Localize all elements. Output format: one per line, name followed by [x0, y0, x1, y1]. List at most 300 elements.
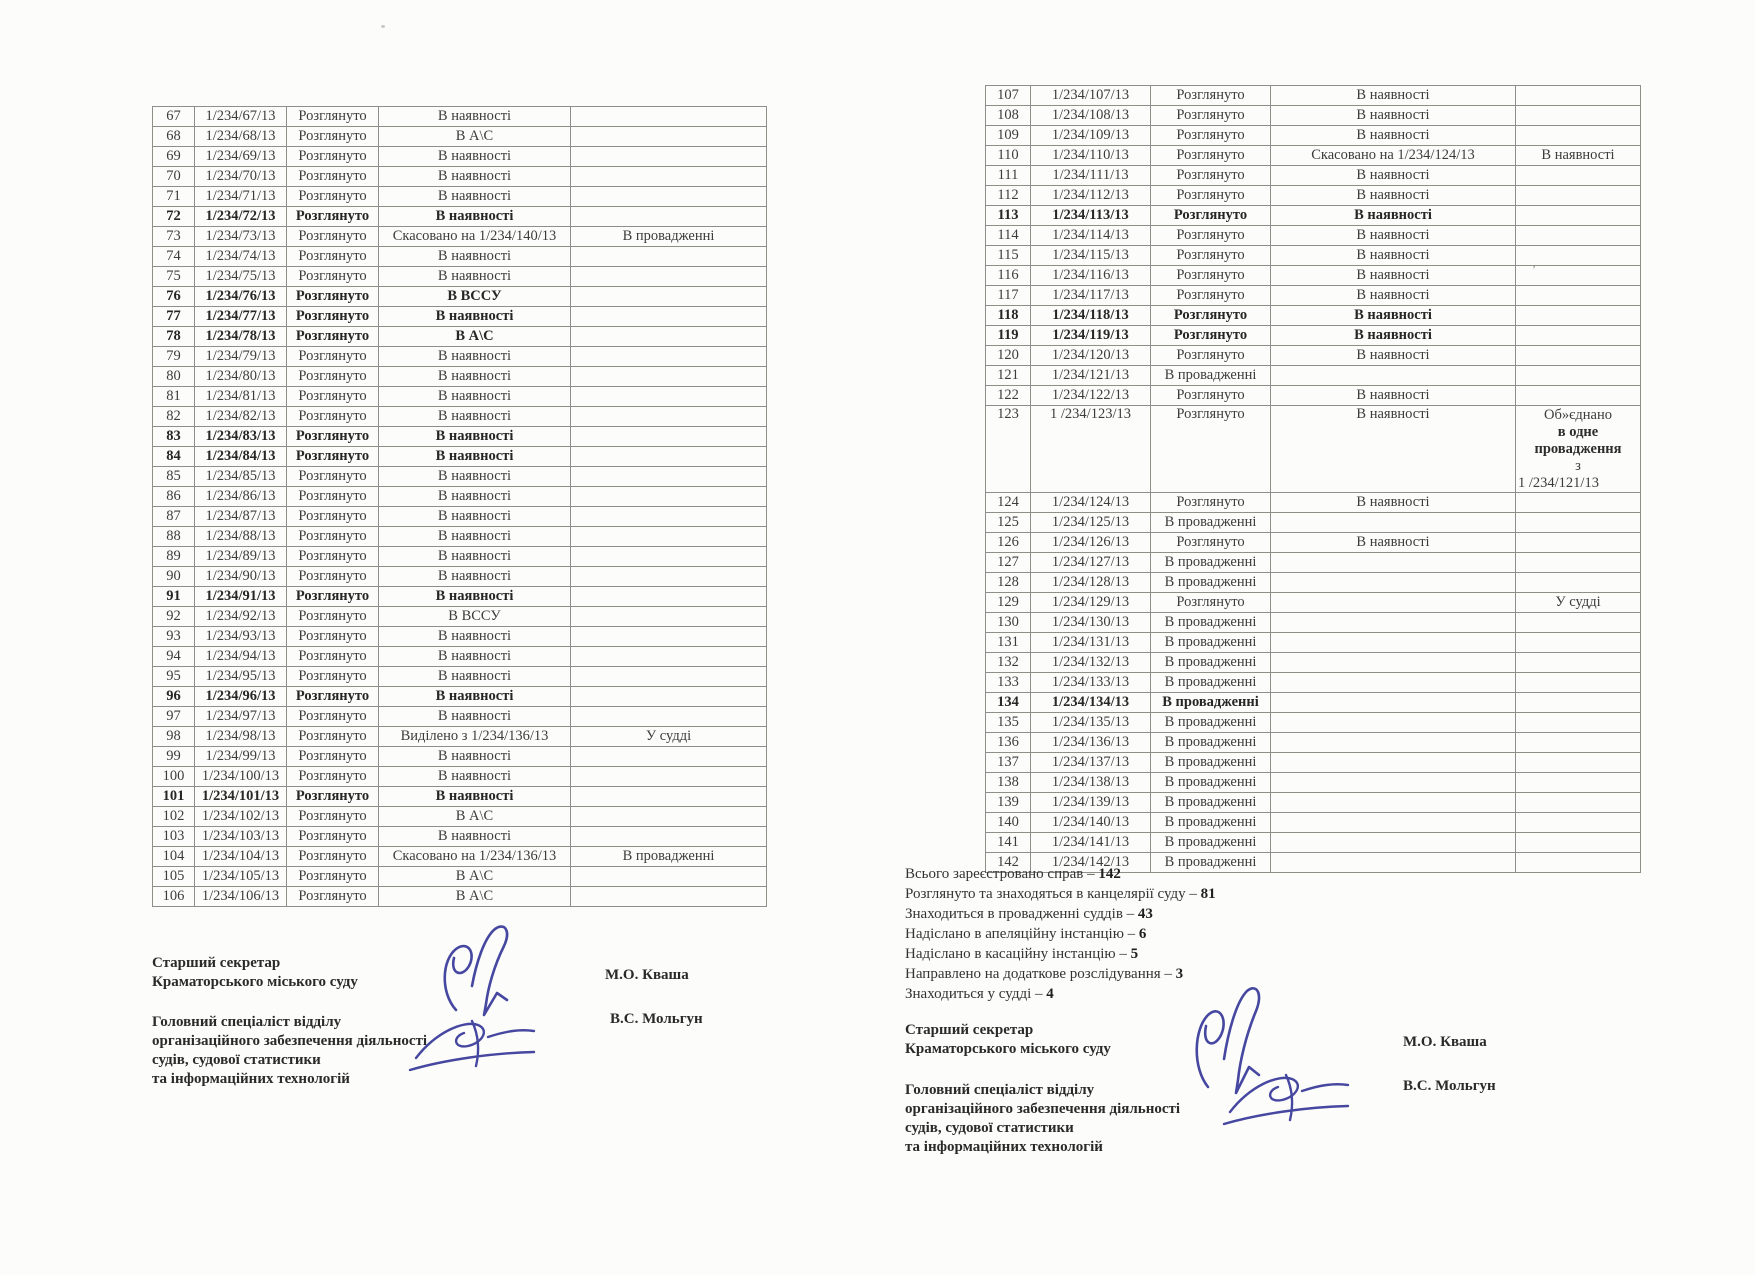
case-row: [153, 147, 767, 167]
page-right: [877, 0, 1755, 1275]
row-number-cell: 94: [153, 647, 195, 667]
note-cell: [571, 827, 767, 847]
page-left: [0, 0, 877, 1275]
molhun-signature-icon: [408, 1016, 538, 1074]
note-cell: [1516, 553, 1641, 573]
row-number-cell: 67: [153, 107, 195, 127]
location-cell: В наявності: [379, 627, 571, 647]
row-number-cell: 127: [986, 553, 1031, 573]
row-number-cell: 103: [153, 827, 195, 847]
note-cell: [571, 527, 767, 547]
case-row: [986, 513, 1641, 533]
row-number-cell: 135: [986, 713, 1031, 733]
case-row: [153, 307, 767, 327]
case-number-cell: 1/234/133/13: [1031, 673, 1151, 693]
row-number-cell: 114: [986, 226, 1031, 246]
case-number-cell: 1/234/118/13: [1031, 306, 1151, 326]
case-number-cell: 1/234/88/13: [195, 527, 287, 547]
status-cell: Розглянуто: [287, 127, 379, 147]
case-number-cell: 1/234/93/13: [195, 627, 287, 647]
row-number-cell: 72: [153, 207, 195, 227]
status-cell: Розглянуто: [1151, 86, 1271, 106]
location-cell: В наявності: [379, 507, 571, 527]
status-cell: В провадженні: [1151, 553, 1271, 573]
case-number-cell: 1/234/89/13: [195, 547, 287, 567]
secretary-title-line1: Старший секретар: [905, 1022, 1034, 1038]
case-row: [986, 386, 1641, 406]
specialist-title-line2: організаційного забезпечення діяльності: [152, 1033, 428, 1049]
case-number-cell: 1/234/80/13: [195, 367, 287, 387]
location-cell: В наявності: [379, 587, 571, 607]
secretary-title-line2: Краматорського міського суду: [905, 1041, 1111, 1057]
location-cell: [1271, 773, 1516, 793]
case-number-cell: 1/234/74/13: [195, 247, 287, 267]
case-number-cell: 1/234/94/13: [195, 647, 287, 667]
note-cell: [571, 187, 767, 207]
location-cell: В наявності: [379, 187, 571, 207]
location-cell: Скасовано на 1/234/140/13: [379, 227, 571, 247]
location-cell: В наявності: [1271, 106, 1516, 126]
location-cell: В наявності: [379, 647, 571, 667]
specialist-title-left: [152, 1013, 427, 1089]
note-cell: В наявності: [1516, 146, 1641, 166]
case-number-cell: 1/234/136/13: [1031, 733, 1151, 753]
case-row: [153, 487, 767, 507]
row-number-cell: 90: [153, 567, 195, 587]
case-row: [986, 366, 1641, 386]
case-number-cell: 1/234/108/13: [1031, 106, 1151, 126]
case-row: [986, 286, 1641, 306]
note-cell: [571, 767, 767, 787]
location-cell: [1271, 693, 1516, 713]
status-cell: Розглянуто: [287, 507, 379, 527]
note-cell: [571, 667, 767, 687]
row-number-cell: 81: [153, 387, 195, 407]
note-cell: Об»єднано в одне провадження з 1 /234/121/13: [1516, 406, 1641, 493]
row-number-cell: 82: [153, 407, 195, 427]
location-cell: В А\С: [379, 867, 571, 887]
case-number-cell: 1/234/137/13: [1031, 753, 1151, 773]
case-number-cell: 1/234/120/13: [1031, 346, 1151, 366]
summary-label: Надіслано в апеляційну інстанцію –: [905, 926, 1139, 942]
row-number-cell: 79: [153, 347, 195, 367]
note-cell: [1516, 833, 1641, 853]
case-row: [986, 226, 1641, 246]
row-number-cell: 128: [986, 573, 1031, 593]
status-cell: Розглянуто: [287, 167, 379, 187]
note-cell: [1516, 753, 1641, 773]
summary-label: Надіслано в касаційну інстанцію –: [905, 946, 1131, 962]
note-cell: [571, 207, 767, 227]
status-cell: Розглянуто: [287, 687, 379, 707]
case-number-cell: 1/234/90/13: [195, 567, 287, 587]
location-cell: В наявності: [379, 707, 571, 727]
location-cell: В наявності: [379, 447, 571, 467]
location-cell: В наявності: [379, 387, 571, 407]
case-row: [153, 367, 767, 387]
location-cell: В наявності: [379, 527, 571, 547]
location-cell: В наявності: [379, 747, 571, 767]
row-number-cell: 85: [153, 467, 195, 487]
row-number-cell: 119: [986, 326, 1031, 346]
location-cell: В наявності: [1271, 246, 1516, 266]
location-cell: В А\С: [379, 127, 571, 147]
case-number-cell: 1/234/98/13: [195, 727, 287, 747]
location-cell: В наявності: [379, 107, 571, 127]
location-cell: В наявності: [379, 267, 571, 287]
location-cell: [1271, 813, 1516, 833]
row-number-cell: 126: [986, 533, 1031, 553]
status-cell: Розглянуто: [287, 667, 379, 687]
case-row: [153, 707, 767, 727]
row-number-cell: 115: [986, 246, 1031, 266]
row-number-cell: 74: [153, 247, 195, 267]
location-cell: Виділено з 1/234/136/13: [379, 727, 571, 747]
case-row: [153, 247, 767, 267]
row-number-cell: 71: [153, 187, 195, 207]
row-number-cell: 142: [986, 853, 1031, 873]
row-number-cell: 106: [153, 887, 195, 907]
row-number-cell: 138: [986, 773, 1031, 793]
case-row: [153, 107, 767, 127]
case-number-cell: 1/234/142/13: [1031, 853, 1151, 873]
note-cell: [571, 407, 767, 427]
summary-line: [905, 984, 1216, 1004]
location-cell: В наявності: [379, 567, 571, 587]
location-cell: В наявності: [1271, 306, 1516, 326]
status-cell: Розглянуто: [1151, 246, 1271, 266]
note-cell: В провадженні: [571, 847, 767, 867]
location-cell: [1271, 593, 1516, 613]
secretary-title-line1: Старший секретар: [152, 955, 281, 971]
case-number-cell: 1/234/84/13: [195, 447, 287, 467]
scan-artifact: [381, 25, 385, 28]
case-number-cell: 1/234/135/13: [1031, 713, 1151, 733]
status-cell: Розглянуто: [287, 187, 379, 207]
case-number-cell: 1/234/86/13: [195, 487, 287, 507]
location-cell: [1271, 733, 1516, 753]
row-number-cell: 124: [986, 493, 1031, 513]
row-number-cell: 129: [986, 593, 1031, 613]
note-cell: [571, 467, 767, 487]
case-number-cell: 1/234/85/13: [195, 467, 287, 487]
note-cell: [571, 167, 767, 187]
status-cell: Розглянуто: [287, 767, 379, 787]
location-cell: [1271, 633, 1516, 653]
summary-label: Знаходиться у судді –: [905, 986, 1047, 1002]
case-row: [153, 327, 767, 347]
case-row: [986, 106, 1641, 126]
status-cell: Розглянуто: [287, 707, 379, 727]
case-row: [986, 653, 1641, 673]
status-cell: В провадженні: [1151, 713, 1271, 733]
location-cell: В наявності: [379, 667, 571, 687]
status-cell: Розглянуто: [287, 787, 379, 807]
row-number-cell: 117: [986, 286, 1031, 306]
status-cell: Розглянуто: [287, 627, 379, 647]
row-number-cell: 88: [153, 527, 195, 547]
status-cell: Розглянуто: [1151, 533, 1271, 553]
row-number-cell: 78: [153, 327, 195, 347]
note-cell: [571, 867, 767, 887]
case-number-cell: 1/234/109/13: [1031, 126, 1151, 146]
location-cell: В ВССУ: [379, 287, 571, 307]
row-number-cell: 107: [986, 86, 1031, 106]
location-cell: В наявності: [1271, 206, 1516, 226]
case-row: [986, 146, 1641, 166]
location-cell: В наявності: [1271, 326, 1516, 346]
summary-block: [905, 864, 1216, 1004]
case-row: [153, 407, 767, 427]
status-cell: Розглянуто: [287, 327, 379, 347]
row-number-cell: 111: [986, 166, 1031, 186]
status-cell: Розглянуто: [287, 887, 379, 907]
note-cell: [571, 327, 767, 347]
status-cell: Розглянуто: [1151, 206, 1271, 226]
row-number-cell: 122: [986, 386, 1031, 406]
note-cell: [1516, 773, 1641, 793]
case-number-cell: 1/234/69/13: [195, 147, 287, 167]
summary-label: Знаходиться в провадженні суддів –: [905, 906, 1138, 922]
note-cell: [1516, 653, 1641, 673]
status-cell: Розглянуто: [1151, 286, 1271, 306]
case-number-cell: 1/234/83/13: [195, 427, 287, 447]
case-number-cell: 1/234/100/13: [195, 767, 287, 787]
location-cell: [1271, 653, 1516, 673]
status-cell: Розглянуто: [1151, 386, 1271, 406]
status-cell: В провадженні: [1151, 853, 1271, 873]
case-row: [153, 207, 767, 227]
status-cell: Розглянуто: [1151, 326, 1271, 346]
row-number-cell: 93: [153, 627, 195, 647]
summary-label: Розглянуто та знаходяться в канцелярії суду –: [905, 886, 1201, 902]
case-row: [153, 827, 767, 847]
status-cell: В провадженні: [1151, 366, 1271, 386]
case-row: [153, 267, 767, 287]
case-row: [153, 287, 767, 307]
status-cell: В провадженні: [1151, 733, 1271, 753]
row-number-cell: 113: [986, 206, 1031, 226]
location-cell: [1271, 553, 1516, 573]
location-cell: [1271, 613, 1516, 633]
row-number-cell: 92: [153, 607, 195, 627]
status-cell: Розглянуто: [287, 607, 379, 627]
note-cell: [571, 347, 767, 367]
note-cell: [1516, 326, 1641, 346]
row-number-cell: 139: [986, 793, 1031, 813]
case-row: [153, 867, 767, 887]
row-number-cell: 137: [986, 753, 1031, 773]
row-number-cell: 133: [986, 673, 1031, 693]
location-cell: В наявності: [379, 147, 571, 167]
location-cell: В наявності: [1271, 386, 1516, 406]
case-number-cell: 1/234/70/13: [195, 167, 287, 187]
case-row: [153, 647, 767, 667]
case-number-cell: 1/234/140/13: [1031, 813, 1151, 833]
status-cell: В провадженні: [1151, 613, 1271, 633]
note-cell: [1516, 226, 1641, 246]
location-cell: [1271, 673, 1516, 693]
note-cell: [1516, 186, 1641, 206]
status-cell: Розглянуто: [1151, 146, 1271, 166]
note-cell: [1516, 573, 1641, 593]
row-number-cell: 77: [153, 307, 195, 327]
row-number-cell: 136: [986, 733, 1031, 753]
status-cell: В провадженні: [1151, 753, 1271, 773]
status-cell: В провадженні: [1151, 633, 1271, 653]
case-number-cell: 1/234/73/13: [195, 227, 287, 247]
location-cell: Скасовано на 1/234/136/13: [379, 847, 571, 867]
location-cell: В ВССУ: [379, 607, 571, 627]
row-number-cell: 101: [153, 787, 195, 807]
note-cell: [571, 747, 767, 767]
specialist-name-right: В.С. Мольгун: [1403, 1078, 1496, 1094]
location-cell: В наявності: [1271, 406, 1516, 493]
case-number-cell: 1/234/67/13: [195, 107, 287, 127]
case-row: [153, 667, 767, 687]
row-number-cell: 83: [153, 427, 195, 447]
case-number-cell: 1/234/81/13: [195, 387, 287, 407]
note-cell: [571, 447, 767, 467]
note-cell: [571, 807, 767, 827]
note-cell: [571, 107, 767, 127]
location-cell: В наявності: [1271, 166, 1516, 186]
status-cell: Розглянуто: [287, 247, 379, 267]
note-cell: [1516, 86, 1641, 106]
status-cell: Розглянуто: [287, 587, 379, 607]
status-cell: Розглянуто: [287, 347, 379, 367]
location-cell: В наявності: [379, 767, 571, 787]
case-number-cell: 1/234/99/13: [195, 747, 287, 767]
case-row: [986, 573, 1641, 593]
location-cell: В А\С: [379, 807, 571, 827]
status-cell: Розглянуто: [287, 867, 379, 887]
row-number-cell: 96: [153, 687, 195, 707]
case-number-cell: 1/234/134/13: [1031, 693, 1151, 713]
status-cell: Розглянуто: [287, 547, 379, 567]
row-number-cell: 140: [986, 813, 1031, 833]
summary-label: Всього зареєстровано справ –: [905, 866, 1099, 882]
note-cell: [571, 567, 767, 587]
note-cell: В провадженні: [571, 227, 767, 247]
case-number-cell: 1/234/105/13: [195, 867, 287, 887]
case-number-cell: 1/234/130/13: [1031, 613, 1151, 633]
status-cell: Розглянуто: [287, 407, 379, 427]
specialist-title-line4: та інформаційних технологій: [152, 1071, 350, 1087]
molhun-signature-icon: [1222, 1070, 1352, 1128]
note-cell: [1516, 346, 1641, 366]
status-cell: Розглянуто: [287, 567, 379, 587]
row-number-cell: 108: [986, 106, 1031, 126]
status-cell: Розглянуто: [287, 527, 379, 547]
case-row: [153, 587, 767, 607]
status-cell: Розглянуто: [287, 287, 379, 307]
case-row: [986, 753, 1641, 773]
status-cell: Розглянуто: [1151, 306, 1271, 326]
status-cell: В провадженні: [1151, 773, 1271, 793]
row-number-cell: 89: [153, 547, 195, 567]
status-cell: Розглянуто: [287, 487, 379, 507]
row-number-cell: 91: [153, 587, 195, 607]
location-cell: В наявності: [379, 207, 571, 227]
row-number-cell: 76: [153, 287, 195, 307]
location-cell: [1271, 753, 1516, 773]
status-cell: Розглянуто: [1151, 126, 1271, 146]
status-cell: В провадженні: [1151, 573, 1271, 593]
case-row: [153, 507, 767, 527]
secretary-title-right: [905, 1021, 1111, 1059]
row-number-cell: 99: [153, 747, 195, 767]
case-number-cell: 1/234/111/13: [1031, 166, 1151, 186]
location-cell: В наявності: [379, 427, 571, 447]
specialist-title-right: [905, 1081, 1180, 1157]
case-number-cell: 1/234/113/13: [1031, 206, 1151, 226]
case-row: [153, 427, 767, 447]
case-row: [986, 493, 1641, 513]
note-cell: [571, 647, 767, 667]
note-cell: [571, 687, 767, 707]
note-cell: [571, 287, 767, 307]
case-number-cell: 1/234/77/13: [195, 307, 287, 327]
case-number-cell: 1/234/72/13: [195, 207, 287, 227]
secretary-title-left: [152, 954, 358, 992]
specialist-title-line3: судів, судової статистики: [152, 1052, 321, 1068]
row-number-cell: 121: [986, 366, 1031, 386]
case-number-cell: 1/234/129/13: [1031, 593, 1151, 613]
status-cell: Розглянуто: [287, 847, 379, 867]
summary-value: 4: [1046, 986, 1054, 1002]
case-number-cell: 1/234/101/13: [195, 787, 287, 807]
summary-line: [905, 964, 1216, 984]
status-cell: Розглянуто: [287, 827, 379, 847]
kvasha-signature-icon: [436, 922, 521, 1017]
status-cell: Розглянуто: [1151, 186, 1271, 206]
row-number-cell: 112: [986, 186, 1031, 206]
case-number-cell: 1/234/92/13: [195, 607, 287, 627]
case-row: [153, 567, 767, 587]
note-cell: [1516, 286, 1641, 306]
row-number-cell: 98: [153, 727, 195, 747]
location-cell: В наявності: [1271, 186, 1516, 206]
status-cell: Розглянуто: [287, 647, 379, 667]
case-row: [986, 673, 1641, 693]
location-cell: В наявності: [379, 247, 571, 267]
location-cell: [1271, 713, 1516, 733]
note-cell: [571, 387, 767, 407]
location-cell: В наявності: [379, 467, 571, 487]
case-number-cell: 1/234/121/13: [1031, 366, 1151, 386]
case-row: [986, 166, 1641, 186]
specialist-title-line3: судів, судової статистики: [905, 1120, 1074, 1136]
summary-value: 3: [1175, 966, 1184, 982]
status-cell: Розглянуто: [1151, 226, 1271, 246]
case-row: [153, 807, 767, 827]
row-number-cell: 125: [986, 513, 1031, 533]
note-cell: [1516, 613, 1641, 633]
row-number-cell: 75: [153, 267, 195, 287]
location-cell: В наявності: [379, 487, 571, 507]
case-row: [986, 793, 1641, 813]
location-cell: [1271, 366, 1516, 386]
case-row: [153, 167, 767, 187]
case-number-cell: 1/234/124/13: [1031, 493, 1151, 513]
case-row: [153, 547, 767, 567]
specialist-title-line1: Головний спеціаліст відділу: [905, 1082, 1095, 1098]
status-cell: В провадженні: [1151, 673, 1271, 693]
summary-line: [905, 884, 1216, 904]
status-cell: Розглянуто: [287, 207, 379, 227]
row-number-cell: 131: [986, 633, 1031, 653]
